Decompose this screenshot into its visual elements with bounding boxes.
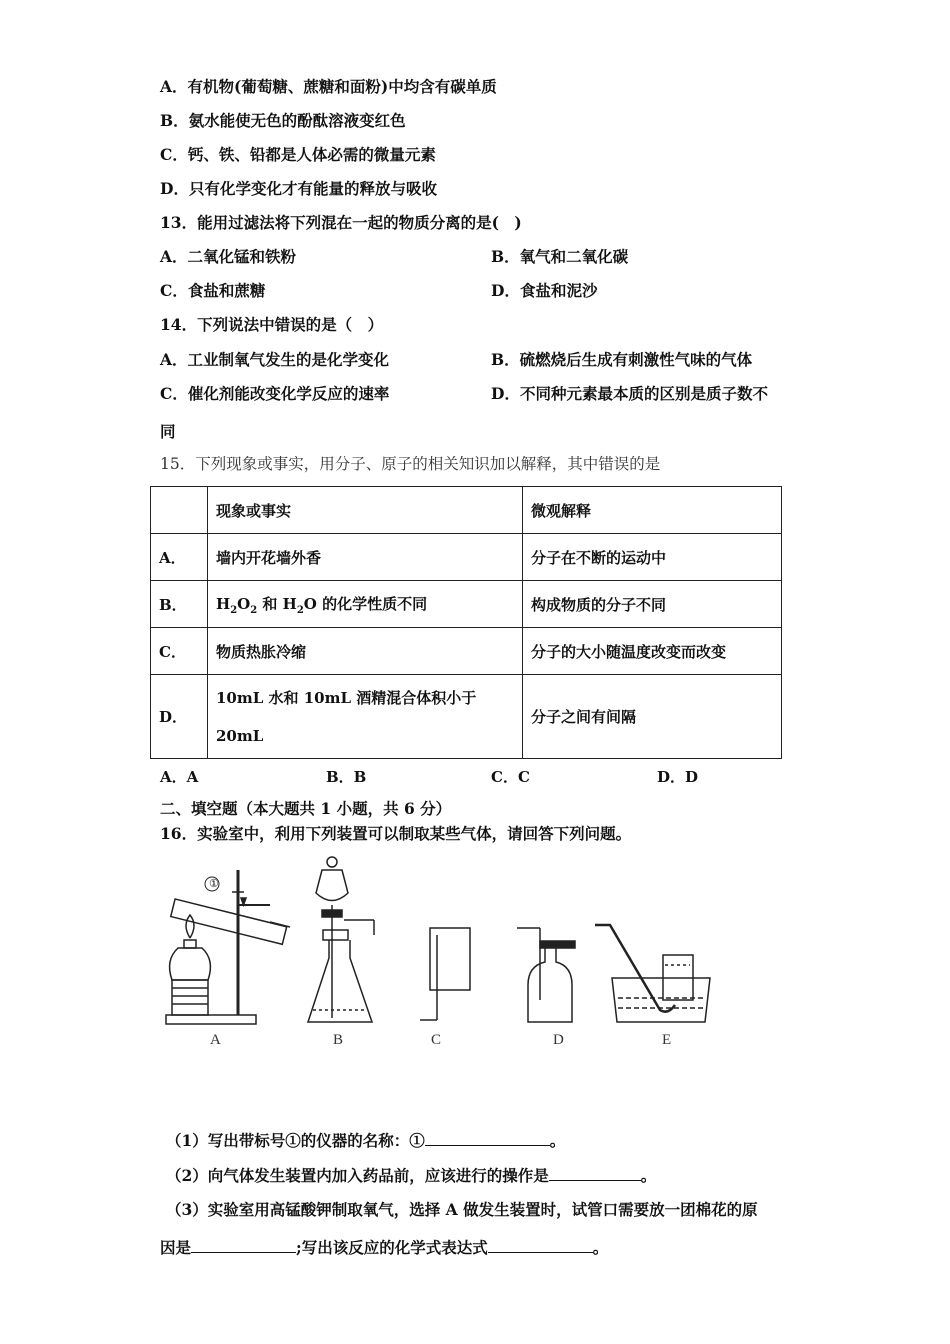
answer-blank-1[interactable] (425, 1131, 550, 1146)
q15-stem: 15．下列现象或事实，用分子、原子的相关知识加以解释，其中错误的是 (160, 455, 661, 473)
marker-1-label: ① (209, 877, 219, 890)
apparatus-label-e: E (662, 1032, 672, 1048)
row-fact: 10mL 水和 10mL 酒精混合体积小于 20mL (208, 675, 523, 759)
q16-sub2: （2）向气体发生装置内加入药品前，应该进行的操作是 。 (166, 1166, 657, 1185)
q15-answer-c: C．C (491, 768, 530, 786)
apparatus-d (517, 928, 575, 1022)
q12-option-d: D．只有化学变化才有能量的释放与吸收 (160, 179, 437, 198)
q13-option-a: A．二氧化锰和铁粉 (160, 247, 297, 266)
apparatus-a (166, 870, 290, 1024)
q12-option-b: B．氨水能使无色的酚酞溶液变红色 (160, 111, 406, 130)
q16-sub3-line1: （3）实验室用高锰酸钾制取氧气，选择 A 做发生装置时，试管口需要放一团棉花的原 (166, 1200, 758, 1219)
q14-option-a: A．工业制氧气发生的是化学变化 (160, 350, 390, 369)
row-fact: 物质热胀冷缩 (208, 628, 523, 675)
row-explain: 分子之间有间隔 (523, 675, 782, 759)
q13-option-b: B．氧气和二氧化碳 (491, 247, 629, 266)
q14-option-c: C．催化剂能改变化学反应的速率 (160, 384, 390, 403)
table-header-cell: 微观解释 (523, 487, 782, 534)
answer-blank-2[interactable] (549, 1166, 641, 1181)
q16-sub3-line2: 因是 ;写出该反应的化学式表达式 。 (160, 1238, 609, 1257)
row-fact: $H_2O_2$ 和 $H_2O$ 的化学性质不同 (208, 581, 523, 628)
q14-option-d-wrap: 同 (160, 422, 176, 441)
q15-answer-d: D．D (657, 768, 699, 786)
row-label: A． (151, 534, 208, 581)
apparatus-label-b: B (333, 1032, 344, 1048)
answer-blank-4[interactable] (488, 1238, 593, 1253)
q16-sub1: （1）写出带标号①的仪器的名称：① 。 (166, 1131, 566, 1150)
row-explain: 分子的大小随温度改变而改变 (523, 628, 782, 675)
table-header-cell: 现象或事实 (208, 487, 523, 534)
q15-answer-a: A．A (160, 768, 199, 786)
apparatus-b (308, 857, 374, 1022)
q15-answer-b: B．B (326, 768, 367, 786)
q13-option-c: C．食盐和蔗糖 (160, 281, 266, 300)
q13-stem: 13．能用过滤法将下列混在一起的物质分离的是( ) (160, 213, 522, 232)
row-explain: 构成物质的分子不同 (523, 581, 782, 628)
row-label: D． (151, 675, 208, 759)
apparatus-c (420, 928, 470, 1020)
row-label: B． (151, 581, 208, 628)
q14-stem: 14．下列说法中错误的是（ ） (160, 315, 384, 334)
answer-blank-3[interactable] (191, 1238, 296, 1253)
row-fact: 墙内开花墙外香 (208, 534, 523, 581)
q16-stem: 16．实验室中，利用下列装置可以制取某些气体，请回答下列问题。 (160, 824, 632, 843)
q12-option-c: C．钙、铁、铅都是人体必需的微量元素 (160, 145, 436, 164)
section-heading: 二、填空题（本大题共 1 小题，共 6 分） (160, 799, 452, 818)
q13-option-d: D．食盐和泥沙 (491, 281, 598, 300)
row-label: C． (151, 628, 208, 675)
apparatus-e (595, 925, 710, 1022)
row-explain: 分子在不断的运动中 (523, 534, 782, 581)
apparatus-label-d: D (553, 1032, 564, 1048)
q12-option-a: A．有机物(葡萄糖、蔗糖和面粉)中均含有碳单质 (160, 77, 497, 96)
q14-option-b: B．硫燃烧后生成有刺激性气味的气体 (491, 350, 753, 369)
apparatus-label-c: C (431, 1032, 442, 1048)
q14-option-d: D．不同种元素最本质的区别是质子数不 (491, 384, 768, 403)
apparatus-label-a: A (210, 1032, 221, 1048)
